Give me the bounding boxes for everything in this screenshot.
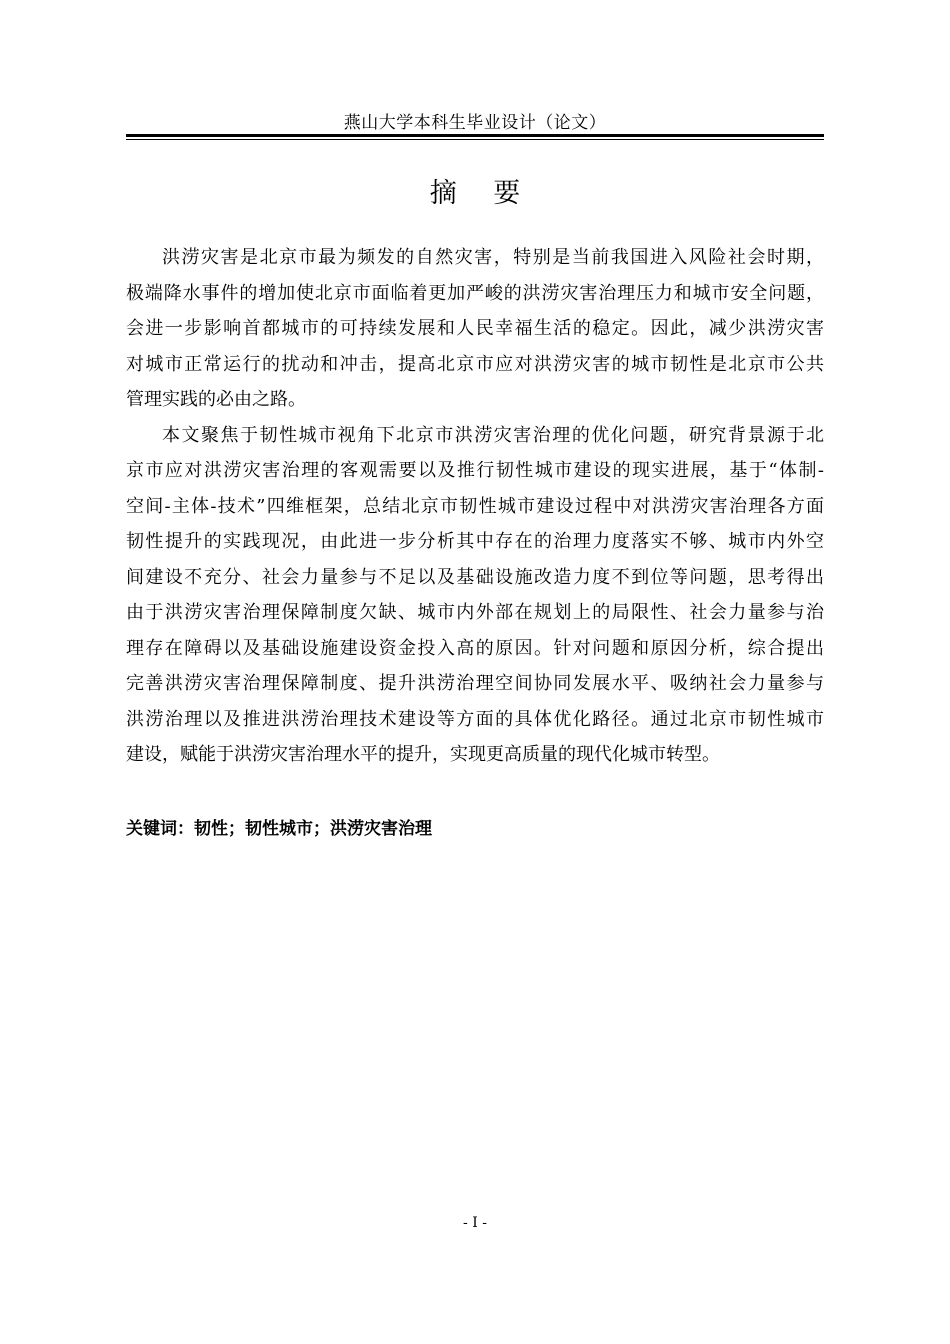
abstract-body <box>126 240 824 773</box>
paragraph-line: 洪涝治理以及推进洪涝治理技术建设等方面的具体优化路径。通过北京市韧性城市 <box>126 708 824 730</box>
paragraph-line: 洪涝灾害是北京市最为频发的自然灾害，特别是当前我国进入风险社会时期， <box>162 247 824 268</box>
page-header: 燕山大学本科生毕业设计（论文） <box>343 113 607 133</box>
paragraph-line: 建设，赋能于洪涝灾害治理水平的提升，实现更高质量的现代化城市转型。 <box>126 744 720 765</box>
paragraph-line: 完善洪涝灾害治理保障制度、提升洪涝治理空间协同发展水平、吸纳社会力量参与 <box>126 673 824 694</box>
abstract-paragraph-2 <box>126 418 824 773</box>
abstract-title: 摘 要 <box>429 178 535 209</box>
paragraph-line: 由于洪涝灾害治理保障制度欠缺、城市内外部在规划上的局限性、社会力量参与治 <box>126 602 824 623</box>
paragraph-line: 间建设不充分、社会力量参与不足以及基础设施改造力度不到位等问题，思考得出 <box>126 566 824 588</box>
header-rule-thin <box>126 139 824 140</box>
paragraph-line: 管理实践的必由之路。 <box>126 389 306 410</box>
keywords: 关键词：韧性；韧性城市；洪涝灾害治理 <box>126 819 432 839</box>
header-rule-thick <box>126 134 824 137</box>
paragraph-line: 本文聚焦于韧性城市视角下北京市洪涝灾害治理的优化问题，研究背景源于北 <box>162 424 824 446</box>
paragraph-line: 空间-主体-技术”四维框架，总结北京市韧性城市建设过程中对洪涝灾害治理各方面 <box>126 495 824 517</box>
paragraph-line: 极端降水事件的增加使北京市面临着更加严峻的洪涝灾害治理压力和城市安全问题， <box>126 282 824 304</box>
paragraph-line: 京市应对洪涝灾害治理的客观需要以及推行韧性城市建设的现实进展，基于“体制- <box>126 460 824 481</box>
abstract-paragraph-1 <box>126 240 824 418</box>
paragraph-line: 理存在障碍以及基础设施建设资金投入高的原因。针对问题和原因分析，综合提出 <box>126 637 824 659</box>
page-number: - I - <box>463 1215 487 1231</box>
paragraph-line: 韧性提升的实践现况，由此进一步分析其中存在的治理力度落实不够、城市内外空 <box>126 531 824 552</box>
paragraph-line: 会进一步影响首都城市的可持续发展和人民幸福生活的稳定。因此，减少洪涝灾害 <box>126 318 824 339</box>
paragraph-line: 对城市正常运行的扰动和冲击，提高北京市应对洪涝灾害的城市韧性是北京市公共 <box>126 353 824 375</box>
